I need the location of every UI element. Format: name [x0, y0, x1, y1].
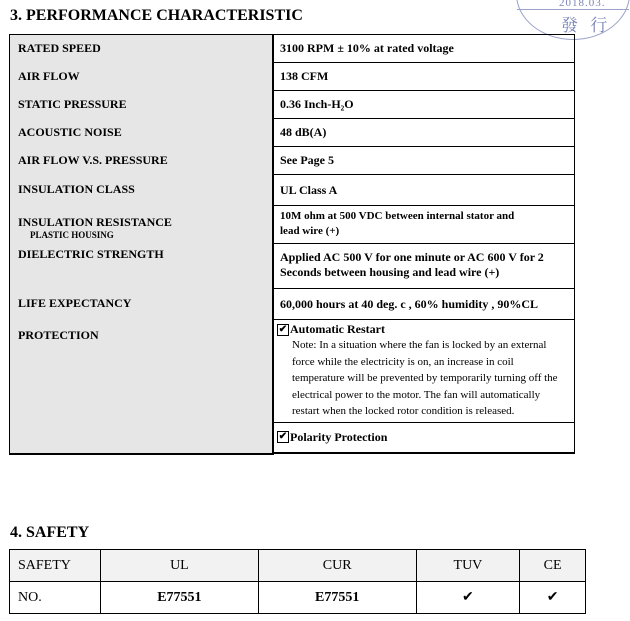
table-row [10, 206, 575, 244]
row-label: DIELECTRIC STRENGTH [18, 246, 164, 261]
row-value-line: lead wire (+) [280, 225, 340, 237]
table-row [10, 320, 575, 454]
table-row [10, 175, 575, 206]
auto-restart-title: Automatic Restart [290, 322, 385, 336]
row-value: 60,000 hours at 40 deg. c , 60% humidity , 90%CL [280, 296, 539, 311]
check-icon: ✔ [416, 582, 520, 614]
protection-block [277, 322, 574, 454]
stamp-text: 發 行 [561, 16, 612, 35]
row-cell: E77551 [258, 582, 416, 614]
polarity-title: Polarity Protection [290, 429, 388, 444]
table-row [10, 582, 586, 614]
table-row [10, 119, 575, 147]
table-row [10, 147, 575, 175]
row-value: 48 dB(A) [280, 125, 327, 139]
row-cell: NO. [10, 582, 101, 614]
header-cell: TUV [416, 550, 520, 582]
checkbox-checked-icon: ✔ [278, 323, 288, 335]
header-cell: CE [520, 550, 586, 582]
stamp-divider [517, 9, 629, 10]
row-value: 138 CFM [280, 69, 329, 83]
row-label: INSULATION RESISTANCE [18, 214, 172, 229]
row-value-line: Applied AC 500 V for one minute or AC 600 V for 2 [280, 250, 544, 264]
safety-heading: 4. SAFETY [10, 524, 90, 541]
row-label: ACOUSTIC NOISE [18, 124, 122, 139]
row-value: 0.36 Inch-H₂O [280, 97, 354, 111]
header-cell: SAFETY [10, 550, 101, 582]
performance-heading: 3. PERFORMANCE CHARACTERISTIC [10, 7, 303, 24]
performance-table [9, 34, 575, 455]
table-row [10, 289, 575, 320]
table-header-row [10, 550, 586, 582]
header-cell: UL [101, 550, 259, 582]
row-cell: E77551 [101, 582, 259, 614]
check-icon: ✔ [520, 582, 586, 614]
auto-restart-note: Note: In a situation where the fan is locked by an external force while the electricity is on, an increase in coil temperature will be prevented by temporarily turning off the electrical power to the motor. The fan will automatically restart when the locked rotor condition is released. [292, 339, 558, 417]
row-label: RATED SPEED [18, 41, 101, 55]
row-value: 3100 RPM ± 10% at rated voltage [280, 41, 454, 55]
row-label: LIFE EXPECTANCY [18, 296, 132, 310]
checkbox-checked-icon: ✔ [278, 431, 288, 442]
row-sublabel: PLASTIC HOUSING [30, 229, 114, 240]
table-row [10, 35, 575, 63]
row-label: STATIC PRESSURE [18, 96, 127, 111]
row-value-line: Seconds between housing and lead wire (+) [280, 265, 500, 279]
row-label: INSULATION CLASS [18, 182, 135, 196]
table-row [10, 244, 575, 289]
safety-table [9, 549, 586, 614]
row-value: UL Class A [280, 182, 338, 197]
table-row [10, 91, 575, 119]
row-label: AIR FLOW V.S. PRESSURE [18, 152, 168, 167]
row-label: AIR FLOW [18, 68, 80, 83]
stamp-date: 2018.03. [559, 0, 606, 9]
table-row [10, 63, 575, 91]
row-label: PROTECTION [18, 327, 99, 342]
row-value-line: 10M ohm at 500 VDC between internal stator and [280, 210, 515, 222]
row-value: See Page 5 [280, 153, 334, 167]
header-cell: CUR [258, 550, 416, 582]
